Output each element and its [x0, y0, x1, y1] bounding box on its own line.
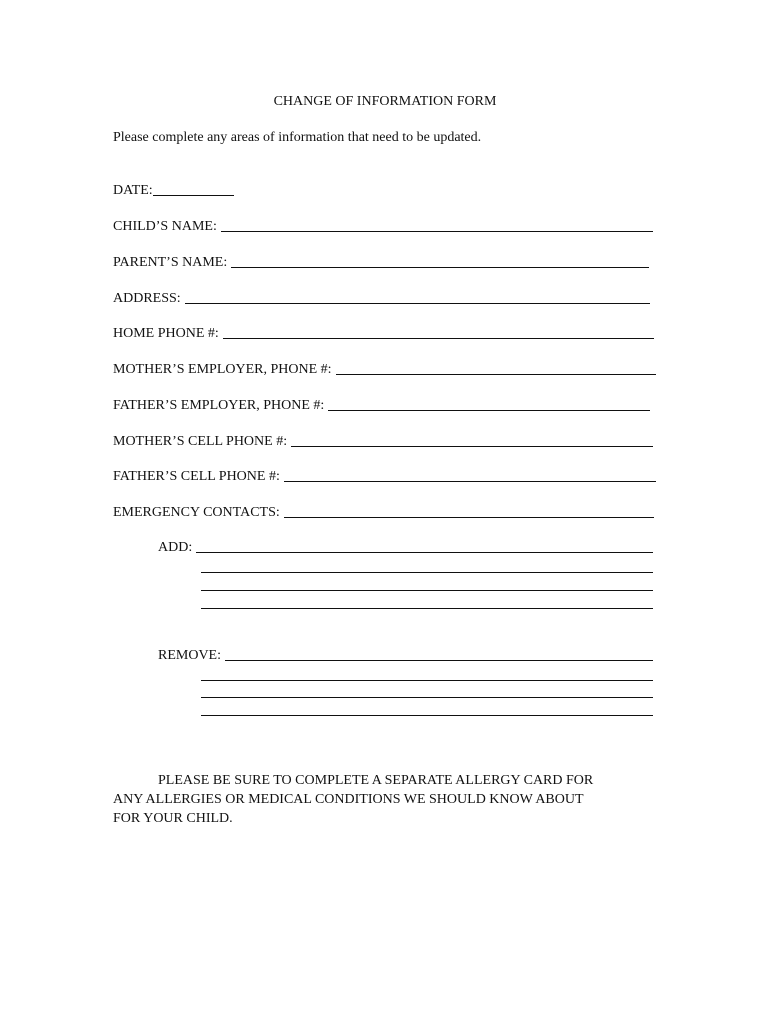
- date-line[interactable]: [153, 195, 234, 196]
- form-title: CHANGE OF INFORMATION FORM: [273, 94, 497, 109]
- add-line-4[interactable]: [201, 608, 653, 609]
- mothers-cell-field[interactable]: [113, 434, 653, 450]
- childs-name-line[interactable]: [221, 231, 653, 232]
- fathers-cell-field[interactable]: [113, 469, 656, 485]
- emergency-contacts-label: EMERGENCY CONTACTS:: [113, 505, 280, 520]
- address-line[interactable]: [185, 303, 650, 304]
- date-field[interactable]: [113, 183, 234, 199]
- remove-line[interactable]: [225, 660, 653, 661]
- home-phone-line[interactable]: [223, 338, 654, 339]
- mothers-employer-field[interactable]: [113, 362, 656, 378]
- notice-line-1: PLEASE BE SURE TO COMPLETE A SEPARATE ALLERGY CARD FOR: [158, 773, 594, 788]
- parents-name-field[interactable]: [113, 255, 649, 271]
- add-line-2[interactable]: [201, 572, 653, 573]
- remove-line-4[interactable]: [201, 715, 653, 716]
- mothers-cell-label: MOTHER’S CELL PHONE #:: [113, 434, 288, 449]
- fathers-employer-label: FATHER’S EMPLOYER, PHONE #:: [113, 398, 325, 413]
- parents-name-line[interactable]: [231, 267, 649, 268]
- mothers-employer-line[interactable]: [336, 374, 656, 375]
- add-line-3[interactable]: [201, 590, 653, 591]
- fathers-employer-line[interactable]: [328, 410, 650, 411]
- add-field[interactable]: [158, 540, 653, 556]
- remove-line-3[interactable]: [201, 697, 653, 698]
- mothers-employer-label: MOTHER’S EMPLOYER, PHONE #:: [113, 362, 332, 377]
- childs-name-label: CHILD’S NAME:: [113, 219, 217, 234]
- fathers-employer-field[interactable]: [113, 398, 650, 414]
- remove-label: REMOVE:: [158, 648, 221, 663]
- instructions-text: Please complete any areas of information that need to be updated.: [113, 130, 482, 145]
- remove-field[interactable]: [158, 648, 653, 664]
- emergency-contacts-line[interactable]: [284, 517, 654, 518]
- childs-name-field[interactable]: [113, 219, 653, 235]
- fathers-cell-label: FATHER’S CELL PHONE #:: [113, 469, 280, 484]
- address-field[interactable]: [113, 291, 650, 307]
- notice-line-2: ANY ALLERGIES OR MEDICAL CONDITIONS WE SHOULD KNOW ABOUT: [113, 792, 584, 807]
- add-line[interactable]: [196, 552, 653, 553]
- emergency-contacts-field[interactable]: [113, 505, 654, 521]
- allergy-notice: [113, 771, 658, 828]
- home-phone-label: HOME PHONE #:: [113, 326, 219, 341]
- address-label: ADDRESS:: [113, 291, 181, 306]
- parents-name-label: PARENT’S NAME:: [113, 255, 228, 270]
- fathers-cell-line[interactable]: [284, 481, 656, 482]
- add-label: ADD:: [158, 540, 193, 555]
- home-phone-field[interactable]: [113, 326, 654, 342]
- notice-line-3: FOR YOUR CHILD.: [113, 811, 233, 826]
- date-label: DATE:: [113, 183, 153, 198]
- remove-line-2[interactable]: [201, 680, 653, 681]
- mothers-cell-line[interactable]: [291, 446, 653, 447]
